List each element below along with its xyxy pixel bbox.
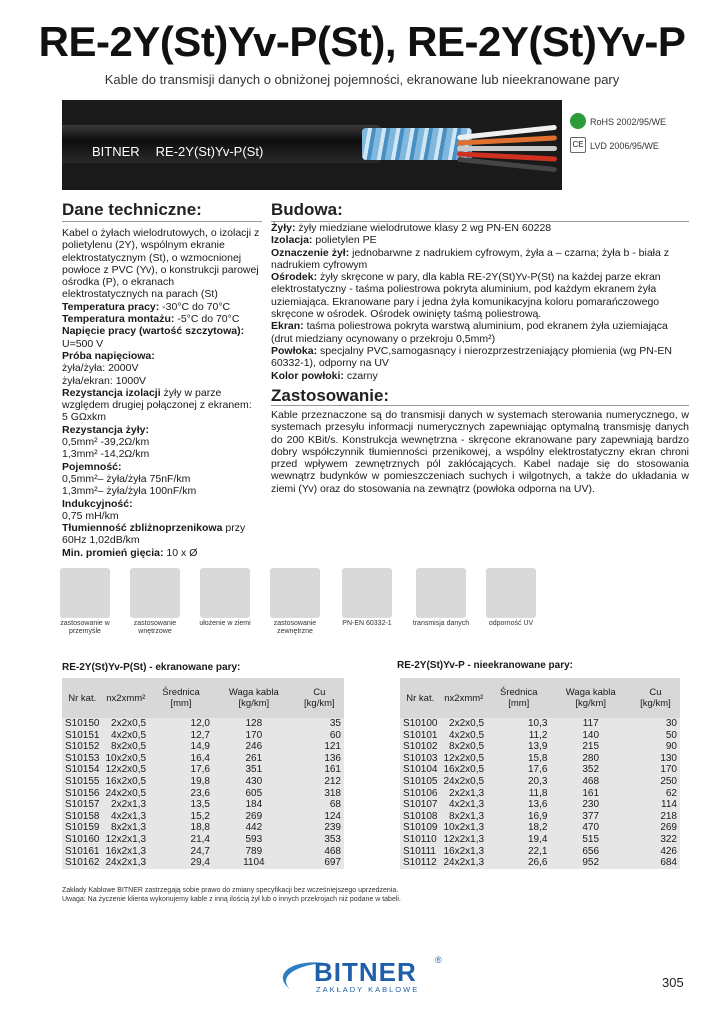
table-cell: S10153 <box>65 752 100 764</box>
test-value-2: żyła/ekran: 1000V <box>62 374 147 387</box>
table-cell: 468 <box>324 845 341 857</box>
table-cell: 246 <box>245 741 263 753</box>
zast-text: Kable przeznaczone są do transmisji danych w systemach sterowania numerycznego, w systemach przesyłu informacji numerycznych zapewniając optymalną transmisję danych do 200 KBit/s. Konstrukcja wewnętrzna - skręcone ekranowane pary zapewniają bardzo dobry współczynnik tłumienności przenikowej, a wspólny elektrostatyczny ekran chroni przed wpływem zewnętrznych pól zakłócających. Kabel nadaje się do stosowania wewnątrz budynków w pomieszczeniach suchych i wilgotnych, a także do układania w ziemi (Yv) oraz do stosowania na zewnątrz (powłoka odporna na UV). <box>271 409 689 495</box>
icon-caption: zastosowanie wnętrzowe <box>133 620 177 635</box>
ekran-value: taśma poliestrowa pokryta warstwą aluminium, pod ekranem żyła uziemiająca (drut miedziany ocynowany o przekroju 0,5mm²) <box>271 320 668 345</box>
table-cell: 170 <box>660 764 677 776</box>
table-row <box>62 753 344 765</box>
ce-mark-icon: CE <box>570 137 586 153</box>
zast-divider <box>271 405 689 406</box>
table-cell: 19,4 <box>527 833 548 845</box>
wire-res-value-1: 0,5mm² -39,2Ω/km <box>62 436 150 449</box>
cert-rohs: RoHS 2002/95/WE <box>590 117 667 127</box>
table-cell: S10111 <box>403 845 436 857</box>
table-row <box>400 730 680 742</box>
table-row <box>400 799 680 811</box>
table-row <box>400 788 680 800</box>
table-cell: 470 <box>582 822 600 834</box>
table-cell: 2x2x1,3 <box>111 799 147 811</box>
table-cell: S10102 <box>403 741 438 753</box>
table-cell: 24x2x1,3 <box>443 857 485 869</box>
kolor-value: czarny <box>343 369 378 382</box>
table-cell: 8x2x1,3 <box>449 810 485 822</box>
table-cell: 26,6 <box>527 857 548 869</box>
table-cell: 21,4 <box>190 833 210 845</box>
table-right <box>400 678 680 869</box>
col-header: Średnica [mm] <box>487 678 550 718</box>
banner-brand: BITNER <box>92 144 140 159</box>
izol-label: Izolacja: <box>271 234 313 247</box>
table-cell: 14,9 <box>190 741 210 753</box>
table-cell: 16,4 <box>190 752 210 764</box>
table-cell: S10158 <box>65 810 100 822</box>
table-cell: 22,1 <box>527 845 548 857</box>
table-cell: S10110 <box>403 833 437 845</box>
table-cell: 35 <box>329 718 341 729</box>
col-header: Waga kabla [kg/km] <box>213 678 295 718</box>
table-cell: 318 <box>324 787 341 799</box>
wire-res-label: Rezystancja żyły: <box>62 423 149 436</box>
table-cell: 170 <box>245 729 263 741</box>
temp-work-value: -30°C do 70°C <box>159 300 231 313</box>
table-cell: 114 <box>661 799 677 811</box>
dane-text <box>62 227 262 559</box>
table-cell: 12x2x0,5 <box>443 752 485 764</box>
zast-heading: Zastosowanie: <box>271 386 390 405</box>
dane-intro: Kabel o żyłach wielodrutowych, o izolacji z polietylenu (2Y), wspólnym ekranie elektrostatycznym (St), o wzmocnionej powłoce z PVC (Yv), o konstrukcji parowej ośrodka (P), o ekranach elektrostatycznych na parach (St) <box>62 227 260 301</box>
table-cell: 24x2x0,5 <box>105 787 147 799</box>
table-cell: 24x2x0,5 <box>443 775 485 787</box>
logo-subtitle: ZAKŁADY KABLOWE <box>316 985 420 994</box>
izol-value: polietylen PE <box>312 234 377 247</box>
temp-mount-value: -5°C do 70°C <box>174 313 240 326</box>
cert-lvd: LVD 2006/95/WE <box>590 141 659 151</box>
table-cell: S10162 <box>65 857 100 869</box>
bend-label: Min. promień gięcia: <box>62 546 164 559</box>
table-cell: 4x2x0,5 <box>449 729 485 741</box>
cable-foil-image <box>362 128 472 160</box>
table-cell: 121 <box>324 741 341 753</box>
table-cell: 16x2x0,5 <box>443 764 485 776</box>
ind-value: 0,75 mH/km <box>62 509 119 522</box>
table-cell: 2x2x0,5 <box>111 718 147 729</box>
table-row <box>400 764 680 776</box>
table-cell: 10x2x1,3 <box>443 822 485 834</box>
table-cell: 442 <box>245 822 263 834</box>
table-row <box>62 788 344 800</box>
test-value-1: żyła/żyła: 2000V <box>62 362 139 375</box>
table-cell: S10156 <box>65 787 100 799</box>
table-cell: 15,8 <box>527 752 548 764</box>
table-cell: 124 <box>324 810 341 822</box>
table-cell: 2x2x0,5 <box>449 718 485 729</box>
cap-value-2: 1,3mm²– żyła/żyła 100nF/km <box>62 485 197 498</box>
footer-note-2: Uwaga: Na życzenie klienta wykonujemy kable z inną ilością żył lub o innych przekrojach niż podane w tabeli. <box>62 896 401 903</box>
table-row <box>400 741 680 753</box>
table-row <box>400 811 680 823</box>
table-cell: 12x2x0,5 <box>105 764 147 776</box>
table-cell: 16x2x1,3 <box>105 845 147 857</box>
table-right-title: RE-2Y(St)Yv-P - nieekranowane pary: <box>397 660 573 671</box>
table-cell: 656 <box>582 845 600 857</box>
table-cell: 605 <box>245 787 263 799</box>
table-cell: 593 <box>245 833 263 845</box>
table-cell: 12,7 <box>190 729 210 741</box>
table-cell: 62 <box>665 787 677 799</box>
table-cell: 16,9 <box>527 810 548 822</box>
table-left-title: RE-2Y(St)Yv-P(St) - ekranowane pary: <box>62 662 241 673</box>
table-cell: 23,6 <box>190 787 210 799</box>
table-cell: 29,4 <box>190 857 210 869</box>
footer-note-1: Zakłady Kablowe BITNER zastrzegają sobie prawo do zmiany specyfikacji bez wcześniejszego uprzedzenia. <box>62 887 399 894</box>
table-cell: 130 <box>660 752 677 764</box>
budowa-heading: Budowa: <box>271 200 343 219</box>
icon-caption: odporność UV <box>488 620 534 627</box>
col-header: Waga kabla [kg/km] <box>550 678 631 718</box>
table-cell: 352 <box>582 764 600 776</box>
page-number: 305 <box>662 975 684 990</box>
ins-res-value-2: 5 GΩxkm <box>62 411 107 424</box>
table-row <box>62 846 344 858</box>
table-cell: 322 <box>660 833 677 845</box>
table-cell: 68 <box>329 799 341 811</box>
table-cell: 10x2x0,5 <box>105 752 147 764</box>
icon-caption: zastosowanie w przemyśle <box>60 620 110 635</box>
table-cell: 351 <box>245 764 263 776</box>
table-cell: S10155 <box>65 775 100 787</box>
table-cell: 13,5 <box>190 799 210 811</box>
table-cell: S10108 <box>403 810 438 822</box>
col-header: Nr kat. <box>400 678 440 718</box>
table-cell: 140 <box>582 729 600 741</box>
wire-grey <box>457 146 557 151</box>
table-cell: 789 <box>245 845 263 857</box>
temp-mount-label: Temperatura montażu: <box>62 313 175 326</box>
table-left <box>62 678 344 869</box>
table-row <box>400 753 680 765</box>
table-cell: 15,2 <box>190 810 210 822</box>
table-cell: 24x2x1,3 <box>105 857 147 869</box>
table-cell: 8x2x0,5 <box>111 741 147 753</box>
budowa-text <box>271 222 689 382</box>
table-cell: 250 <box>660 775 677 787</box>
table-cell: 184 <box>245 799 263 811</box>
table-cell: 90 <box>665 741 677 753</box>
table-row <box>62 822 344 834</box>
page-subtitle: Kable do transmisji danych o obniżonej pojemności, ekranowane lub nieekranowane pary <box>104 72 620 87</box>
table-cell: S10105 <box>403 775 438 787</box>
table-cell: 697 <box>324 857 341 869</box>
icon-caption: PN-EN 60332-1 <box>342 620 392 627</box>
table-cell: S10103 <box>403 752 438 764</box>
table-row <box>62 834 344 846</box>
logo-text: BITNER <box>314 957 417 987</box>
table-cell: 16x2x1,3 <box>443 845 485 857</box>
ind-label: Indukcyjność: <box>62 497 133 510</box>
cap-label: Pojemność: <box>62 460 122 473</box>
voltage-value: U=500 V <box>62 337 104 350</box>
table-cell: 261 <box>245 752 263 764</box>
table-cell: 20,3 <box>527 775 548 787</box>
table-cell: 13,6 <box>527 799 548 811</box>
table-row <box>62 764 344 776</box>
table-cell: S10159 <box>65 822 100 834</box>
table-cell: 30 <box>665 718 677 729</box>
table-cell: 4x2x0,5 <box>111 729 147 741</box>
house-icon <box>130 568 180 618</box>
kolor-label: Kolor powłoki: <box>271 369 344 382</box>
table-row <box>62 730 344 742</box>
table-cell: 230 <box>582 799 600 811</box>
att-label: Tłumienność zbliżnoprzenikowa <box>62 522 223 535</box>
ins-res-label: Rezystancja izolacji <box>62 386 161 399</box>
table-row <box>62 811 344 823</box>
logo-registered: ® <box>435 955 442 965</box>
table-row <box>62 776 344 788</box>
table-cell: 430 <box>245 775 263 787</box>
table-cell: S10161 <box>65 845 100 857</box>
table-cell: S10101 <box>403 729 438 741</box>
banner-label <box>92 144 279 159</box>
table-cell: 13,9 <box>527 741 548 753</box>
page-title: RE-2Y(St)Yv-P(St), RE-2Y(St)Yv-P <box>38 18 686 65</box>
table-cell: S10150 <box>65 718 100 729</box>
data-transmission-icon <box>416 568 466 618</box>
powl-value: specjalny PVC,samogasnący i nierozprzestrzeniający płomienia (wg PN-EN 60332-1), odporny na UV <box>271 344 672 370</box>
table-row <box>62 741 344 753</box>
osr-value: żyły skręcone w pary, dla kabla RE-2Y(St)Yv-P(St) na każdej parze ekran elektrostatyczny - taśma poliestrowa pokryta aluminium, pod każdym ekranem żyła uziemiająca. Ekranowane pary i jedna żyła komunikacyjna koloru pomarańczowego skręcone w ośrodek. Ośrodek owinięty taśmą poliestrową. <box>271 271 661 321</box>
table-cell: S10100 <box>403 718 438 729</box>
table-cell: 684 <box>660 857 677 869</box>
table-cell: 18,8 <box>190 822 210 834</box>
att-value: przy 60Hz 1,02dB/km <box>62 522 246 547</box>
dane-divider <box>62 221 262 222</box>
table-row <box>400 822 680 834</box>
table-cell: 239 <box>324 822 341 834</box>
table-cell: 280 <box>582 752 600 764</box>
table-cell: 16x2x0,5 <box>105 775 147 787</box>
zyly-value: żyły miedziane wielodrutowe klasy 2 wg PN-EN 60228 <box>295 222 552 234</box>
table-cell: 8x2x0,5 <box>449 741 485 753</box>
table-row <box>400 718 680 730</box>
table-cell: 218 <box>660 810 677 822</box>
icon-strip <box>60 568 540 638</box>
zyly-label: Żyły: <box>271 222 296 234</box>
table-cell: 2x2x1,3 <box>449 787 485 799</box>
table-row <box>400 846 680 858</box>
col-header: Cu [kg/km] <box>631 678 680 718</box>
table-cell: S10104 <box>403 764 438 776</box>
powl-label: Powłoka: <box>271 344 318 357</box>
table-cell: 1104 <box>243 857 265 869</box>
ground-icon <box>200 568 250 618</box>
table-row <box>400 857 680 869</box>
table-cell: S10109 <box>403 822 438 834</box>
icon-caption: ułożenie w ziemi <box>199 620 251 627</box>
table-cell: S10160 <box>65 833 100 845</box>
cap-value-1: 0,5mm²– żyła/żyła 75nF/km <box>62 472 191 485</box>
temp-work-label: Temperatura pracy: <box>62 300 160 313</box>
table-cell: S10154 <box>65 764 100 776</box>
table-cell: 11,2 <box>528 729 548 741</box>
voltage-label: Napięcie pracy (wartość szczytowa): <box>62 325 245 338</box>
rohs-check-icon <box>570 113 586 129</box>
table-cell: 12x2x1,3 <box>105 833 147 845</box>
wire-res-value-2: 1,3mm² -14,2Ω/km <box>62 448 150 461</box>
cable-banner <box>62 100 562 190</box>
table-cell: 17,6 <box>527 764 548 776</box>
col-header: Nr kat. <box>62 678 102 718</box>
table-cell: S10152 <box>65 741 100 753</box>
col-header: Cu [kg/km] <box>295 678 344 718</box>
table-cell: 10,3 <box>527 718 548 729</box>
table-row <box>62 857 344 869</box>
table-cell: 136 <box>324 752 341 764</box>
table-cell: 161 <box>324 764 341 776</box>
table-cell: 12x2x1,3 <box>443 833 485 845</box>
table-cell: 19,8 <box>190 775 210 787</box>
table-cell: 128 <box>245 718 263 729</box>
banner-product: RE-2Y(St)Yv-P(St) <box>155 144 264 159</box>
table-cell: 952 <box>582 857 600 869</box>
table-cell: S10112 <box>403 857 437 869</box>
icon-caption: transmisja danych <box>412 620 470 627</box>
table-cell: 24,7 <box>190 845 210 857</box>
ozn-value: jednobarwne z nadrukiem cyfrowym, żyła a – czarna; żyła b - biała z nadrukiem cyfrowym <box>271 246 670 271</box>
table-cell: 353 <box>324 833 341 845</box>
table-cell: 377 <box>582 810 600 822</box>
uv-icon <box>486 568 536 618</box>
table-cell: 4x2x1,3 <box>449 799 485 811</box>
outdoor-icon <box>270 568 320 618</box>
table-cell: 161 <box>582 787 600 799</box>
industry-icon <box>60 568 110 618</box>
table-cell: 17,6 <box>190 764 210 776</box>
col-header: nx2xmm² <box>440 678 487 718</box>
table-row <box>400 834 680 846</box>
table-cell: 212 <box>324 775 341 787</box>
col-header: Średnica [mm] <box>149 678 213 718</box>
bitner-logo <box>270 955 450 995</box>
table-row <box>400 776 680 788</box>
table-row <box>62 718 344 730</box>
table-row <box>62 799 344 811</box>
ekran-label: Ekran: <box>271 320 304 333</box>
table-cell: S10157 <box>65 799 100 811</box>
table-cell: 269 <box>245 810 263 822</box>
table-cell: 50 <box>665 729 677 741</box>
table-cell: S10106 <box>403 787 438 799</box>
flame-icon <box>342 568 392 618</box>
table-cell: 12,0 <box>190 718 210 729</box>
table-cell: 18,2 <box>527 822 548 834</box>
ins-res-value: żyły w parze względem drugiej połączonej z ekranem: <box>62 386 252 412</box>
table-cell: 515 <box>582 833 600 845</box>
dane-heading: Dane techniczne: <box>62 200 202 219</box>
bend-value: 10 x Ø <box>163 546 198 559</box>
test-label: Próba napięciowa: <box>62 349 155 362</box>
table-cell: 11,8 <box>528 787 548 799</box>
table-cell: 60 <box>329 729 341 741</box>
table-cell: 117 <box>582 718 599 729</box>
table-cell: 215 <box>582 741 600 753</box>
ozn-label: Oznaczenie żył: <box>271 246 350 259</box>
table-cell: S10151 <box>65 729 100 741</box>
footer-notes <box>62 886 401 904</box>
col-header: nx2xmm² <box>102 678 149 718</box>
table-cell: 8x2x1,3 <box>111 822 147 834</box>
icon-caption: zastosowanie zewnętrzne <box>273 620 317 635</box>
table-cell: 269 <box>660 822 677 834</box>
osr-label: Ośrodek: <box>271 271 318 284</box>
table-cell: 4x2x1,3 <box>111 810 147 822</box>
table-cell: S10107 <box>403 799 438 811</box>
table-cell: 426 <box>660 845 677 857</box>
table-cell: 468 <box>582 775 600 787</box>
